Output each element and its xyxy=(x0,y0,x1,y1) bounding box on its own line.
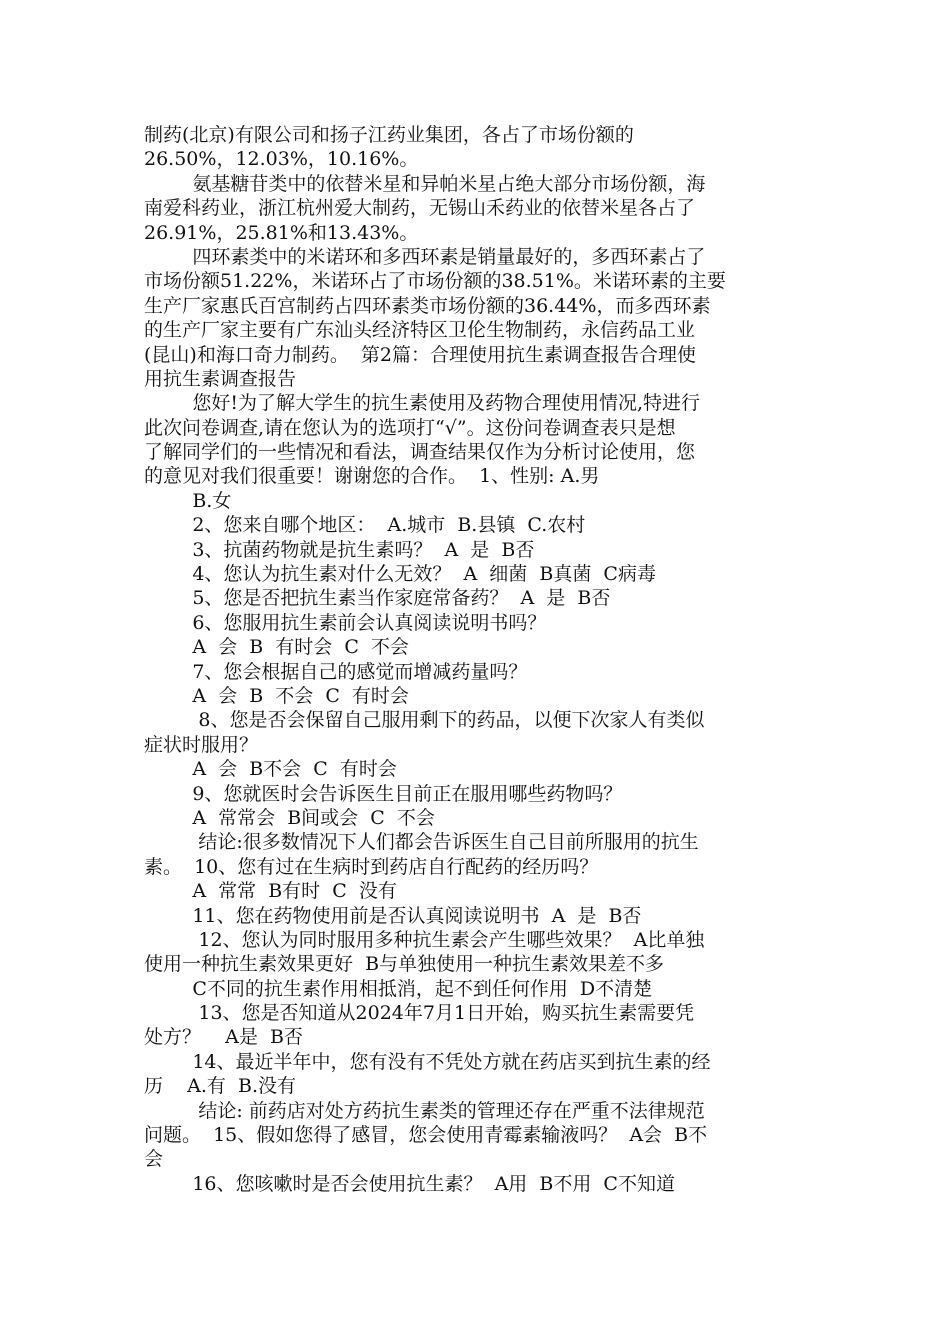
text-line: 氨基糖苷类中的依替米星和异帕米星占绝大部分市场份额，海 xyxy=(144,172,706,195)
text-line: 症状时服用？ xyxy=(144,733,259,756)
text-line: 11、您在药物使用前是否认真阅读说明书 A 是 B否 xyxy=(144,904,642,927)
text-line: 26.50%，12.03%，10.16%。 xyxy=(144,148,419,171)
text-line: 7、您会根据自己的感觉而增减药量吗？ xyxy=(144,660,528,683)
text-line: A 会 B不会 C 有时会 xyxy=(144,758,397,781)
text-line: 此次问卷调查,请在您认为的选项打“√”。这份问卷调查表只是想 xyxy=(144,416,676,439)
text-line: 使用一种抗生素效果更好 B与单独使用一种抗生素效果差不多 xyxy=(144,953,665,976)
text-line: 市场份额51.22%，米诺环占了市场份额的38.51%。米诺环素的主要 xyxy=(144,270,726,293)
text-line: 南爱科药业，浙江杭州爱大制药，无锡山禾药业的依替米星各占了 xyxy=(144,197,696,220)
text-line: 12、您认为同时服用多种抗生素会产生哪些效果？ A比单独 xyxy=(144,928,705,951)
text-line: 5、您是否把抗生素当作家庭常备药？ A 是 B否 xyxy=(144,587,611,610)
text-line: 14、最近半年中，您有没有不凭处方就在药店买到抗生素的经 xyxy=(144,1050,711,1073)
text-line: A 会 B 有时会 C 不会 xyxy=(144,636,409,659)
text-line: 会 xyxy=(144,1148,164,1171)
text-line: 生产厂家惠氏百宫制药占四环素类市场份额的36.44%，而多西环素 xyxy=(144,294,711,317)
text-line: 处方？ A是 B否 xyxy=(144,1026,303,1049)
text-line: B.女 xyxy=(144,489,232,512)
text-line: 您好!为了解大学生的抗生素使用及药物合理使用情况,特进行 xyxy=(144,392,700,415)
text-line: 了解同学们的一些情况和看法，调查结果仅作为分析讨论使用，您 xyxy=(144,441,696,464)
text-line: 四环素类中的米诺环和多西环素是销量最好的，多西环素占了 xyxy=(144,245,706,268)
text-line: 结论:很多数情况下人们都会告诉医生自己目前所服用的抗生 xyxy=(144,831,699,854)
text-line: 2、您来自哪个地区： A.城市 B.县镇 C.农村 xyxy=(144,514,586,537)
text-line: 制药(北京)有限公司和扬子江药业集团，各占了市场份额的 xyxy=(144,124,634,146)
text-line: 16、您咳嗽时是否会使用抗生素？ A用 B不用 C不知道 xyxy=(144,1172,675,1195)
text-line: 4、您认为抗生素对什么无效？ A 细菌 B真菌 C病毒 xyxy=(144,563,656,586)
text-line: 用抗生素调查报告 xyxy=(144,367,297,390)
text-line: 8、您是否会保留自己服用剩下的药品，以便下次家人有类似 xyxy=(144,709,705,732)
text-line: A 会 B 不会 C 有时会 xyxy=(144,684,409,707)
text-line: 3、抗菌药物就是抗生素吗？ A 是 B否 xyxy=(144,538,535,561)
text-line: 6、您服用抗生素前会认真阅读说明书吗？ xyxy=(144,611,547,634)
text-line: 9、您就医时会告诉医生目前正在服用哪些药物吗？ xyxy=(144,782,623,805)
text-line: 13、您是否知道从2024年7月1日开始，购买抗生素需要凭 xyxy=(144,1002,695,1025)
text-line: C不同的抗生素作用相抵消，起不到任何作用 D不清楚 xyxy=(144,977,653,1000)
text-line: A 常常 B有时 C 没有 xyxy=(144,880,397,903)
text-line: 的生产厂家主要有广东汕头经济特区卫伦生物制药，永信药品工业 xyxy=(144,319,696,342)
text-line: 问题。 15、假如您得了感冒，您会使用青霉素输液吗？ A会 B不 xyxy=(144,1124,708,1147)
text-line: 历 A.有 B.没有 xyxy=(144,1075,297,1098)
text-line: A 常常会 B间或会 C 不会 xyxy=(144,806,435,829)
document-body xyxy=(144,123,809,1196)
text-line: 26.91%，25.81%和13.43%。 xyxy=(144,221,419,244)
text-line: (昆山)和海口奇力制药。 第2篇：合理使用抗生素调查报告合理使 xyxy=(144,343,696,366)
text-line: 素。 10、您有过在生病时到药店自行配药的经历吗？ xyxy=(144,855,599,878)
text-line: 的意见对我们很重要！谢谢您的合作。 1、性别: A.男 xyxy=(144,465,600,488)
text-line: 结论: 前药店对处方药抗生素类的管理还存在严重不法律规范 xyxy=(144,1099,705,1122)
